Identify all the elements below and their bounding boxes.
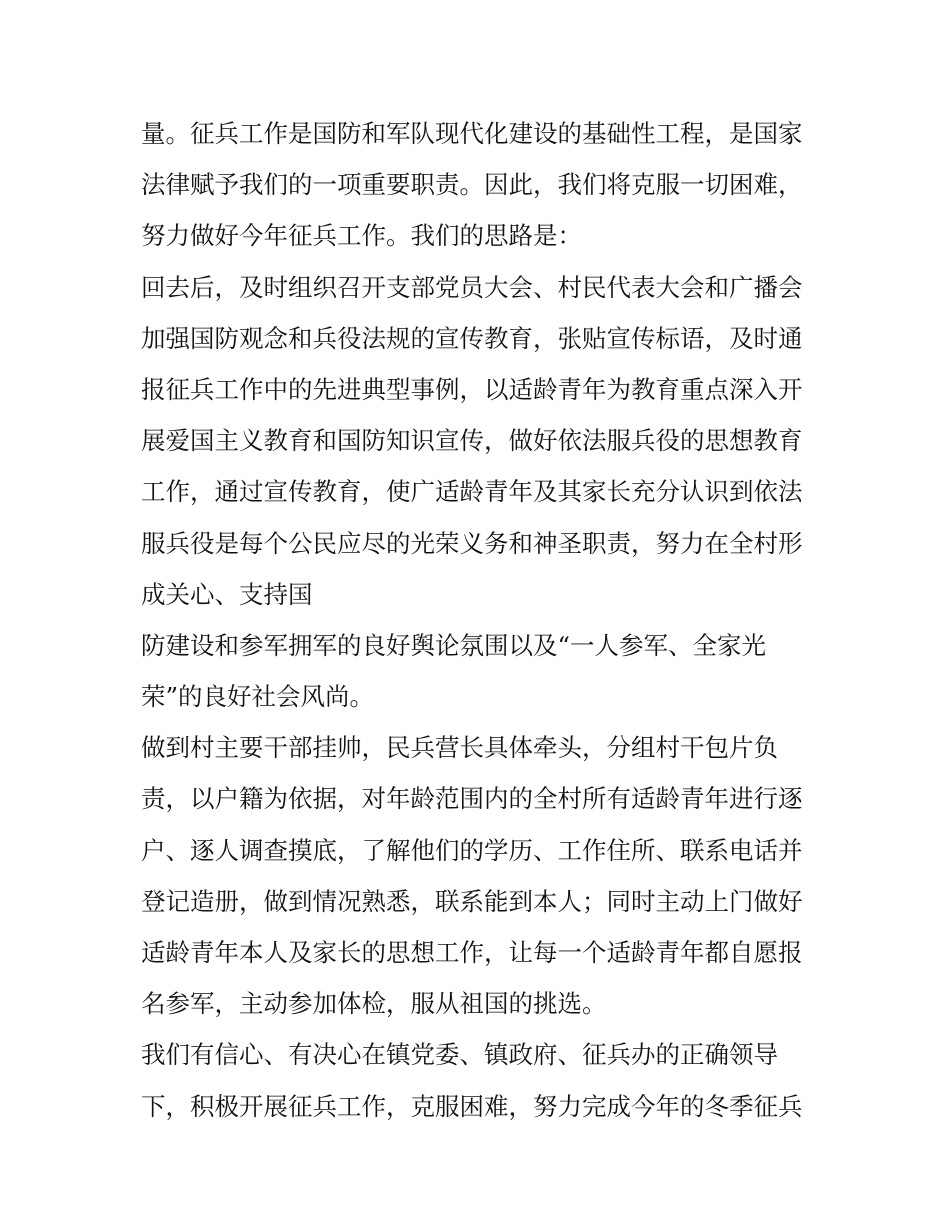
text-line: 名参军，主动参加体检，服从祖国的挑选。 (141, 989, 607, 1019)
text-line: 展爱国主义教育和国防知识宣传，做好依法服兵役的思想教育 (141, 426, 803, 456)
text-line: 户、逐人调查摸底，了解他们的学历、工作住所、联系电话并 (141, 835, 803, 865)
text-line: 荣”的良好社会风尚。 (141, 682, 375, 712)
text-line: 适龄青年本人及家长的思想工作，让每一个适龄青年都自愿报 (141, 938, 803, 967)
text-line: 做到村主要干部挂帅，民兵营长具体牵头，分组村干包片负 (141, 733, 778, 763)
text-line: 下，积极开展征兵工作，克服困难，努力完成今年的冬季征兵 (141, 1091, 803, 1121)
text-line: 法律赋予我们的一项重要职责。因此，我们将克服一切困难， (141, 170, 803, 200)
text-line: 回去后，及时组织召开支部党员大会、村民代表大会和广播会 (141, 272, 803, 302)
text-line: 加强国防观念和兵役法规的宣传教育，张贴宣传标语，及时通 (141, 323, 803, 353)
text-line: 我们有信心、有决心在镇党委、镇政府、征兵办的正确领导 (141, 1040, 778, 1070)
body-text (141, 108, 821, 1132)
text-line: 登记造册，做到情况熟悉，联系能到本人；同时主动上门做好 (141, 886, 803, 916)
text-line: 工作，通过宣传教育，使广适龄青年及其家长充分认识到依法 (141, 477, 803, 507)
text-line: 责，以户籍为依据，对年龄范围内的全村所有适龄青年进行逐 (141, 784, 803, 814)
text-line: 服兵役是每个公民应尽的光荣义务和神圣职责，努力在全村形 (141, 528, 803, 558)
text-line: 努力做好今年征兵工作。我们的思路是： (141, 221, 582, 251)
text-line: 成关心、支持国 (141, 579, 313, 609)
text-line: 报征兵工作中的先进典型事例，以适龄青年为教育重点深入开 (141, 374, 803, 404)
text-line: 防建设和参军拥军的良好舆论氛围以及“一人参军、全家光 (141, 630, 767, 660)
text-line: 量。征兵工作是国防和军队现代化建设的基础性工程，是国家 (141, 119, 803, 148)
